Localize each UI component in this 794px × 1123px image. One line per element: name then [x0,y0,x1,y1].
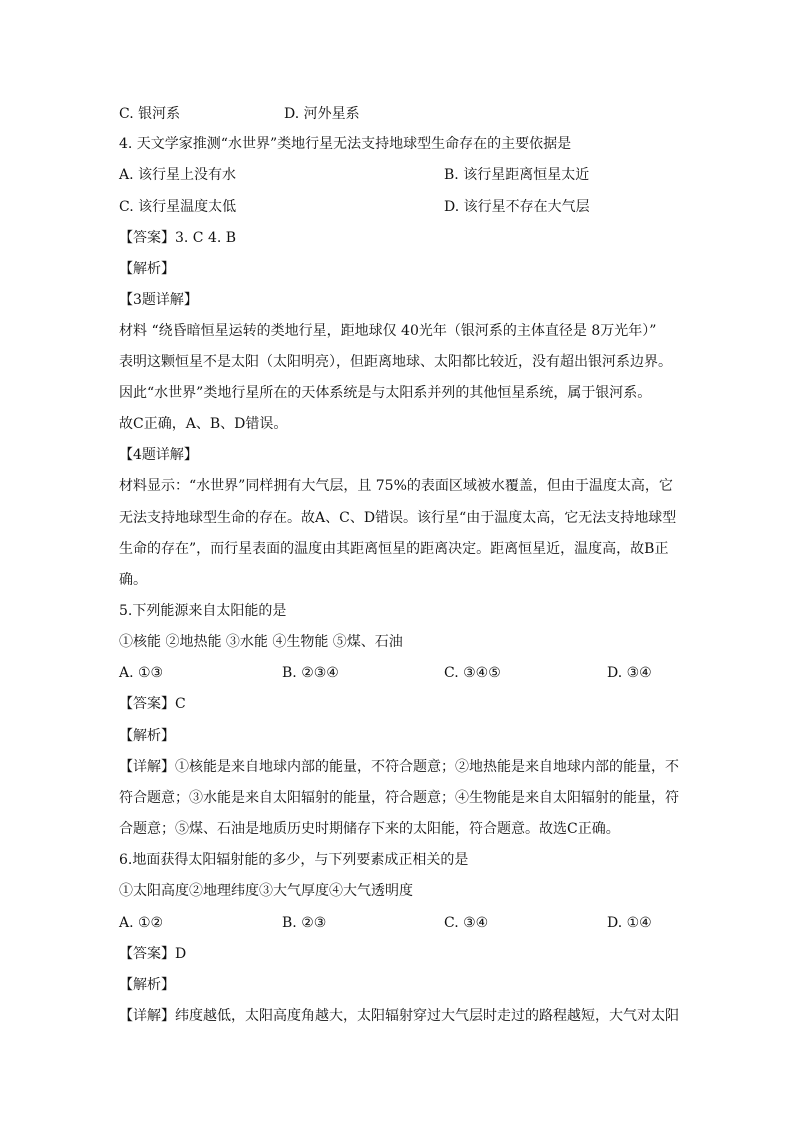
detail-4-line: 确。 [119,572,147,588]
q5-items: ①核能 ②地热能 ③水能 ④生物能 ⑤煤、石油 [119,634,403,650]
detail-3-line: 表明这颗恒星不是太阳（太阳明亮），但距离地球、太阳都比较近，没有超出银河系边界。 [119,354,672,370]
q4-option-d: D. 该行星不存在大气层 [444,199,590,215]
detail-3-heading: 【3题详解】 [119,292,198,308]
q4-option-b: B. 该行星距离恒星太近 [444,167,590,183]
q4-option-c: C. 该行星温度太低 [119,199,237,215]
q6-items: ①太阳高度②地理纬度③大气厚度④大气透明度 [119,883,413,899]
q5-option-a: A. ①③ [119,665,164,681]
q5-stem: 5.下列能源来自太阳能的是 [119,603,287,619]
q6-option-b: B. ②③ [282,915,327,931]
q6-answer: 【答案】D [119,946,187,962]
q5-detail-line: 符合题意；③水能是来自太阳辐射的能量，符合题意；④生物能是来自太阳辐射的能量，符 [119,790,679,806]
q6-option-d: D. ①④ [607,915,652,931]
detail-3-line: 故C正确，A、B、D错误。 [119,416,288,432]
detail-4-heading: 【4题详解】 [119,447,198,463]
q4-option-a: A. 该行星上没有水 [119,167,237,183]
detail-3-line: 因此“水世界”类地行星所在的天体系统是与太阳系并列的其他恒星系统，属于银河系。 [119,385,652,401]
q5-detail-line: 合题意；⑤煤、石油是地质历史时期储存下来的太阳能，符合题意。故选C正确。 [119,821,620,837]
q3-option-d: D. 河外星系 [284,106,360,122]
q5-option-d: D. ③④ [607,665,652,681]
q5-detail-line: 【详解】①核能是来自地球内部的能量，不符合题意；②地热能是来自地球内部的能量，不 [119,759,679,775]
q6-analysis-label: 【解析】 [119,977,175,993]
detail-3-line: 材料 “绕昏暗恒星运转的类地行星，距地球仅 40光年（银河系的主体直径是 8万光年）” [119,323,657,339]
q6-stem: 6.地面获得太阳辐射能的多少，与下列要素成正相关的是 [119,852,469,868]
q5-option-c: C. ③④⑤ [444,665,501,681]
q5-option-b: B. ②③④ [282,665,339,681]
detail-4-line: 生命的存在”，而行星表面的温度由其距离恒星的距离决定。距离恒星近，温度高，故B正 [119,541,669,557]
detail-4-line: 无法支持地球型生命的存在。故A、C、D错误。该行星“由于温度太高，它无法支持地球型 [119,510,677,526]
q6-option-c: C. ③④ [444,915,489,931]
q3-option-c: C. 银河系 [119,106,181,122]
q6-option-a: A. ①② [119,915,164,931]
detail-4-line: 材料显示：“水世界”同样拥有大气层，且 75%的表面区域被水覆盖，但由于温度太高，它 [119,478,673,494]
analysis-label: 【解析】 [119,261,175,277]
q6-detail-line: 【详解】纬度越低，太阳高度角越大，太阳辐射穿过大气层时走过的路程越短，大气对太阳 [119,1008,679,1024]
q4-stem: 4. 天文学家推测“水世界”类地行星无法支持地球型生命存在的主要依据是 [119,136,572,152]
answer-3-4: 【答案】3. C 4. B [119,230,237,246]
q5-analysis-label: 【解析】 [119,728,175,744]
q5-answer: 【答案】C [119,696,186,712]
